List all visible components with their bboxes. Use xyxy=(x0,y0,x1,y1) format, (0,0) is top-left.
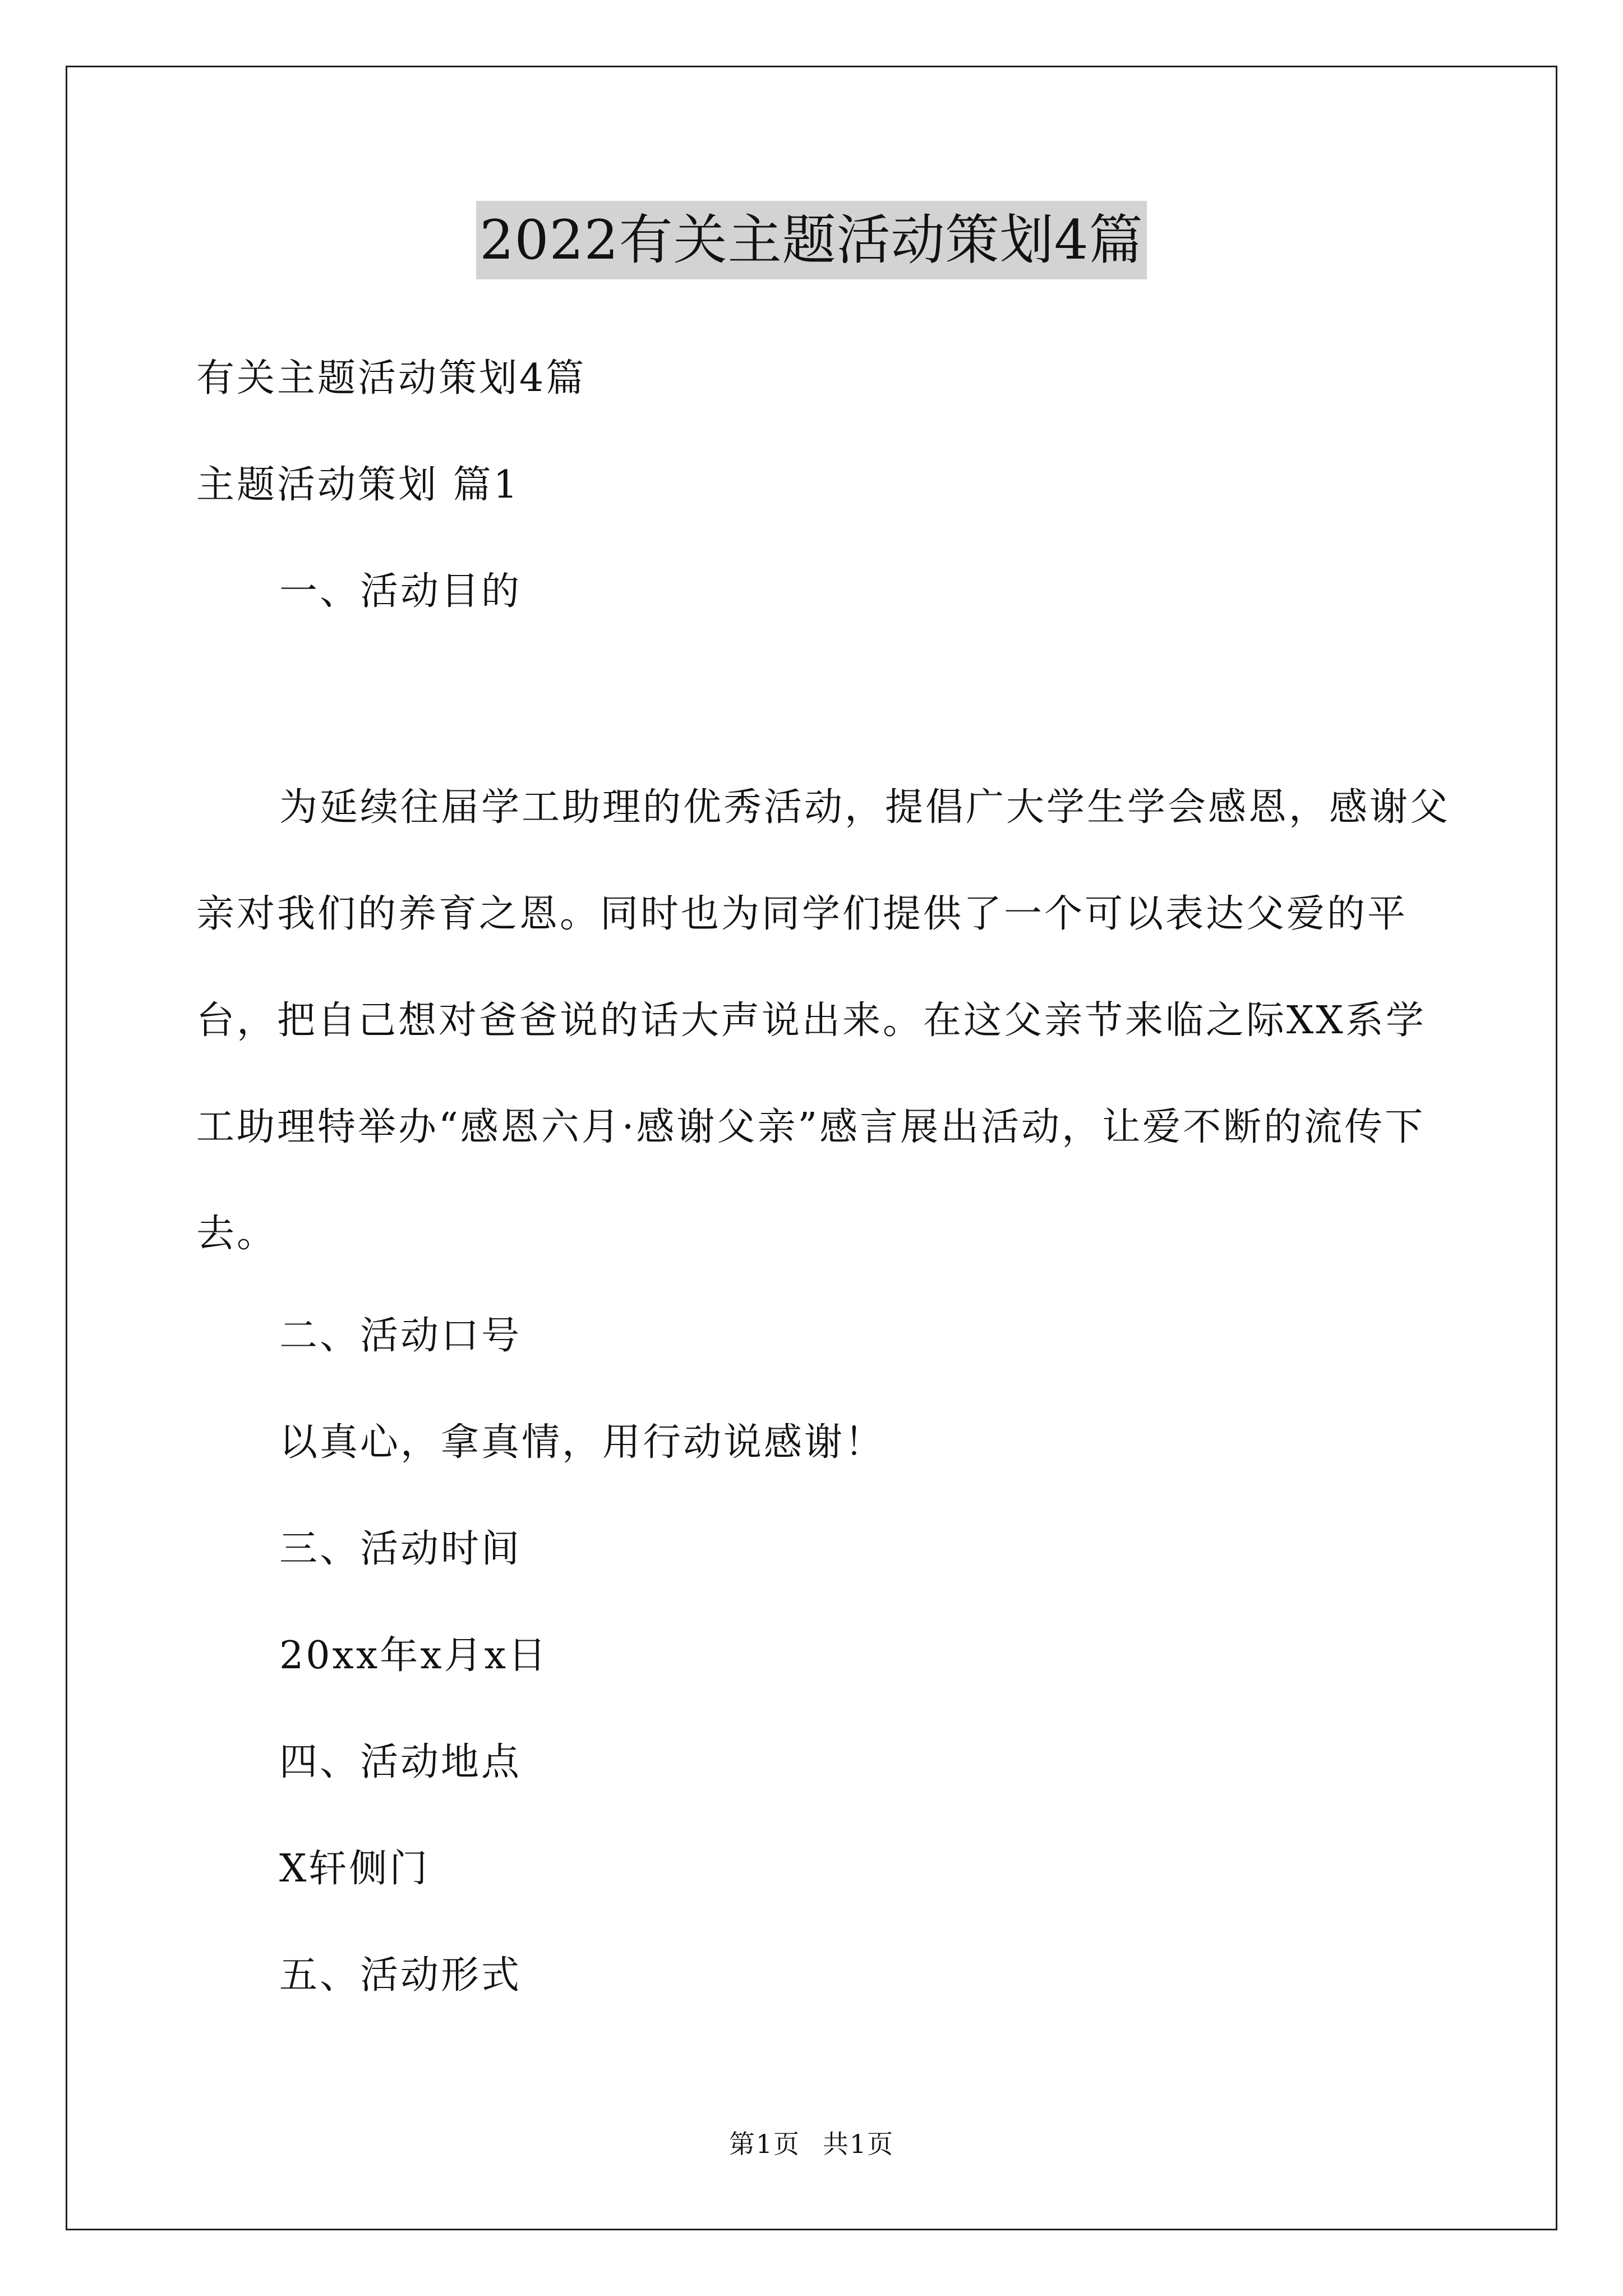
heading-time: 三、活动时间 xyxy=(279,1527,522,1571)
document-title: 2022有关主题活动策划4篇 xyxy=(476,201,1146,279)
page-total: 共1页 xyxy=(823,2129,895,2159)
heading-slogan: 二、活动口号 xyxy=(279,1314,522,1358)
section-heading: 主题活动策划 篇1 xyxy=(196,463,520,507)
document-subtitle: 有关主题活动策划4篇 xyxy=(196,356,587,401)
page-number: 第1页 xyxy=(728,2129,800,2159)
title-container xyxy=(0,201,1623,279)
heading-format: 五、活动形式 xyxy=(279,1953,522,1998)
text-location: X轩侧门 xyxy=(279,1847,430,1891)
text-time: 20xx年x月x日 xyxy=(279,1634,548,1678)
heading-location: 四、活动地点 xyxy=(279,1740,522,1784)
page-footer xyxy=(0,2127,1623,2161)
text-slogan: 以真心，拿真情，用行动说感谢！ xyxy=(279,1420,886,1465)
heading-purpose: 一、活动目的 xyxy=(279,569,522,614)
paragraph-purpose: 为延续往届学工助理的优秀活动，提倡广大学生学会感恩，感谢父亲对我们的养育之恩。同时也为同学们提供了一个可以表达父爱的平台，把自己想对爸爸说的话大声说出来。在这父亲节来临之际XX系学工助理特举办“感恩六月·感谢父亲”感言展出活动，让爱不断的流传下去。 xyxy=(196,785,1451,1256)
